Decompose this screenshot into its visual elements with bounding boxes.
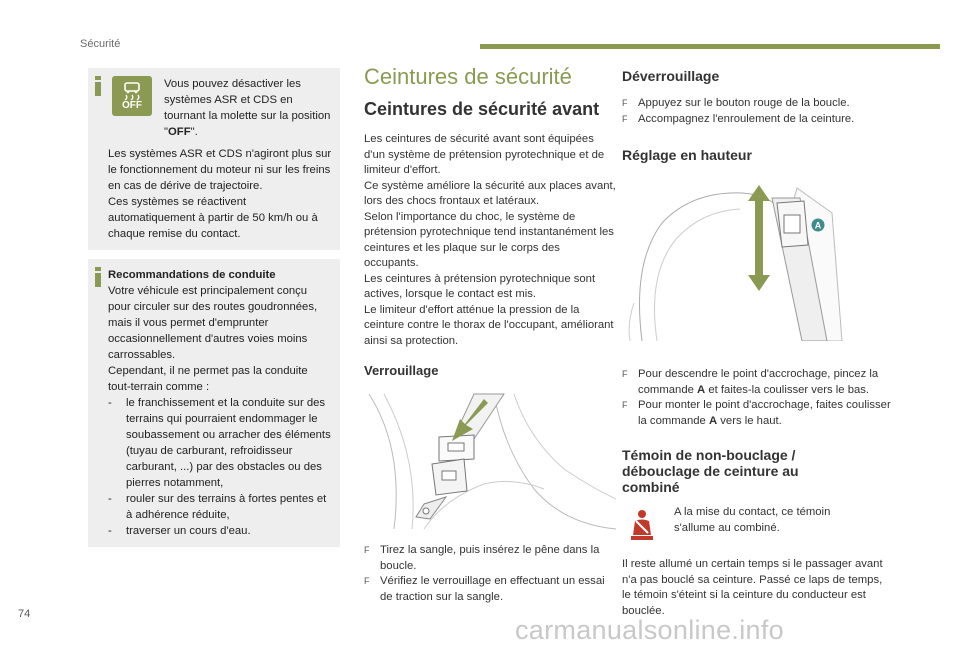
list-item: - rouler sur des terrains à fortes pentes et à adhérence réduite, (108, 493, 327, 521)
right-column (622, 68, 894, 619)
info-icon (92, 267, 104, 287)
list-item: - le franchissement et la conduite sur des terrains qui pourraient endommager le soubassement ou arracher des éléments (tuyau de carburant, refroidisseur carburant, ...) par des obstacles ou des pierres notamment, (108, 397, 331, 489)
seatbelt-warning-icon (622, 505, 662, 545)
left-column (88, 68, 340, 547)
warning-row (622, 505, 894, 545)
asr-off-icon (112, 76, 152, 116)
warning-details: Il reste allumé un certain temps si le passager avant n'a pas bouclé sa ceinture. Passé ce laps de temps, le témoin s'éteint si la ceinture du conducteur est bouclée. (622, 558, 883, 617)
buckle-illustration (364, 389, 616, 535)
asr-para-3: Ces systèmes se réactivent automatiquement à partir de 50 km/h ou à chaque remise du contact. (108, 196, 318, 240)
watermark: carmanualsonline.info (515, 615, 784, 645)
driving-title: Recommandations de conduite (108, 269, 276, 281)
section-title: Ceintures de sécurité avant (364, 99, 600, 119)
list-item: F Pour monter le point d'accrochage, faites coulisser la commande A vers le haut. (622, 399, 891, 427)
driving-caution: Cependant, il ne permet pas la conduite tout-terrain comme : (108, 365, 308, 393)
asr-text: Vous pouvez désactiver les systèmes ASR et CDS en tournant la molette sur la position "OFF". (164, 78, 331, 138)
height-heading: Réglage en hauteur (622, 147, 752, 163)
driving-info-box (88, 259, 340, 547)
badge-a-label: A (814, 220, 822, 231)
height-steps (622, 367, 894, 429)
middle-column (364, 64, 616, 605)
belt-description: Les ceintures de sécurité avant sont équipées d'un système de prétension pyrotechnique et de limiteur d'effort. Ce système améliore la sécurité aux places avant, lors des chocs frontaux et latéraux. Selon l'importance du choc, le système de prétension pyrotechnique tend instantanément les ceintures et les plaque sur le corps des occupants. Les ceintures à prétension pyrotechnique sont actives, lorsque le contact est mis. Le limiteur d'effort atténue la pression de la ceinture contre le thorax de l'occupant, améliorant ainsi sa protection. (364, 133, 616, 347)
info-icon (92, 76, 104, 96)
driving-intro: Votre véhicule est principalement conçu pour circuler sur des routes goudronnées, mais il vous permet d'emprunter occasionnellement d'autres voies moins carrossables. (108, 285, 318, 361)
list-item: F Pour descendre le point d'accrochage, pincez la commande A et faites-la coulisser vers le bas. (622, 368, 879, 396)
warning-heading: Témoin de non-bouclage / débouclage de ceinture au combiné (622, 447, 799, 495)
off-word: OFF (168, 126, 191, 138)
height-adjust-illustration (622, 183, 852, 341)
page-number: 74 (18, 608, 31, 620)
unlock-heading: Déverrouillage (622, 68, 720, 84)
list-item: F Accompagnez l'enroulement de la ceinture. (622, 112, 855, 125)
asr-icon-label: OFF (122, 100, 142, 111)
list-item: F Tirez la sangle, puis insérez le pêne dans la boucle. (364, 544, 600, 572)
list-item: F Vérifiez le verrouillage en effectuant un essai de traction sur la sangle. (364, 575, 605, 603)
page-title: Ceintures de sécurité (364, 64, 572, 89)
up-down-arrow-icon (748, 185, 770, 291)
buckle-drawing (364, 389, 616, 535)
skid-car-icon (120, 81, 144, 101)
section-label: Sécurité (80, 38, 121, 50)
list-item: - traverser un cours d'eau. (108, 525, 251, 537)
height-adjust-drawing (622, 183, 852, 341)
asr-info-box (88, 68, 340, 250)
lock-heading: Verrouillage (364, 363, 439, 378)
asr-para-2: Les systèmes ASR et CDS n'agiront plus sur le fonctionnement du moteur ni sur les freins en cas de dérive de trajectoire. (108, 148, 332, 192)
list-item: F Appuyez sur le bouton rouge de la boucle. (622, 97, 850, 109)
lock-steps (364, 543, 616, 605)
warning-text: A la mise du contact, ce témoin s'allume au combiné. (674, 506, 831, 534)
header-rule (480, 44, 940, 49)
unlock-steps (622, 96, 894, 127)
